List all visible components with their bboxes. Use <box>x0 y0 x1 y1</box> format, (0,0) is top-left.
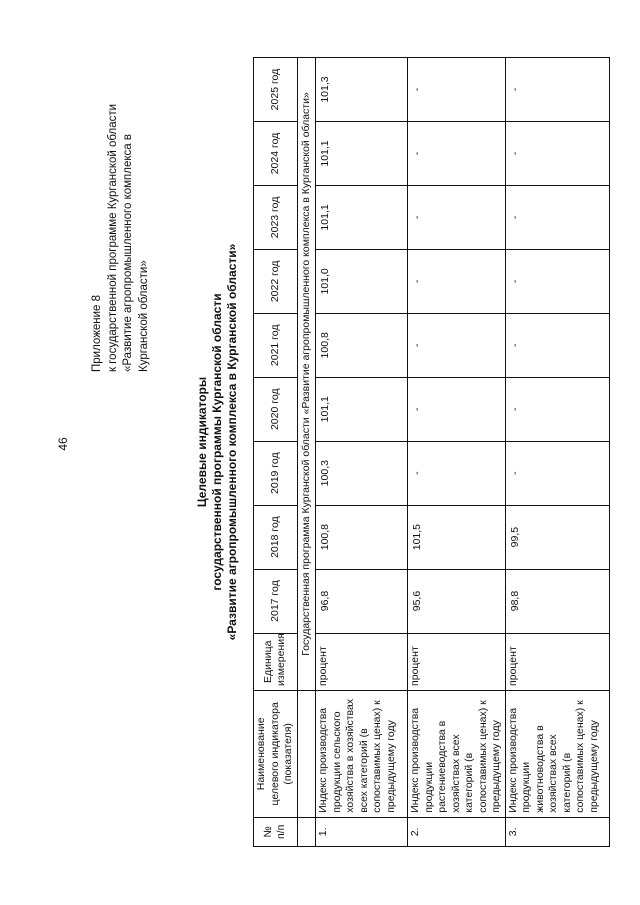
value-cell: 100,3 <box>316 441 408 505</box>
value-cell: - <box>408 377 506 441</box>
row-number: 1. <box>316 817 408 846</box>
value-cell: 101,0 <box>316 249 408 313</box>
header-year: 2018 год <box>254 505 298 569</box>
appendix-line: к государственной программе Курганской области <box>106 103 119 372</box>
appendix-line: Приложение 8 <box>91 294 103 372</box>
value-cell: - <box>408 58 506 122</box>
value-cell: - <box>505 58 609 122</box>
title-line: государственной программы Курганской области <box>210 293 224 591</box>
header-year: 2023 год <box>254 185 298 249</box>
value-cell: - <box>408 313 506 377</box>
header-year: 2025 год <box>254 58 298 122</box>
value-cell: - <box>408 249 506 313</box>
indicators-table <box>253 57 610 847</box>
page-number: 46 <box>56 437 70 451</box>
table-row <box>505 58 609 847</box>
header-no: № п/п <box>254 817 298 846</box>
header-year: 2022 год <box>254 249 298 313</box>
value-cell: 101,1 <box>316 185 408 249</box>
header-year: 2020 год <box>254 377 298 441</box>
table-row <box>316 58 408 847</box>
header-year: 2019 год <box>254 441 298 505</box>
value-cell: 101,5 <box>408 505 506 569</box>
indicators-table-container <box>253 57 608 847</box>
header-year: 2017 год <box>254 569 298 633</box>
unit-cell: процент <box>316 633 408 690</box>
value-cell: - <box>505 249 609 313</box>
value-cell: 101,1 <box>316 377 408 441</box>
value-cell: - <box>505 313 609 377</box>
appendix-line: «Развитие агропромышленного комплекса в <box>122 134 134 372</box>
appendix-line: Курганской области» <box>137 260 150 372</box>
table-header-row <box>254 58 298 847</box>
value-cell: 100,8 <box>316 313 408 377</box>
program-spacer <box>297 690 316 817</box>
value-cell: - <box>505 377 609 441</box>
value-cell: 96,8 <box>316 569 408 633</box>
value-cell: - <box>505 185 609 249</box>
header-year: 2024 год <box>254 122 298 186</box>
unit-cell: процент <box>408 633 506 690</box>
value-cell: 101,3 <box>316 58 408 122</box>
indicator-name: Индекс производства продукции растениеводства в хозяйствах всех категорий (в сопоставимых ценах) к предыдущему году <box>408 690 506 817</box>
title-line: Целевые индикаторы <box>195 376 209 508</box>
program-row <box>297 58 316 847</box>
value-cell: - <box>408 122 506 186</box>
value-cell: 99,5 <box>505 505 609 569</box>
title-line: «Развитие агропромышленного комплекса в Курганской области» <box>225 243 239 641</box>
value-cell: - <box>408 185 506 249</box>
appendix-note <box>90 104 152 372</box>
value-cell: 95,6 <box>408 569 506 633</box>
value-cell: - <box>408 441 506 505</box>
header-unit: Единица измерения <box>254 633 298 690</box>
value-cell: 100,8 <box>316 505 408 569</box>
value-cell: 101,1 <box>316 122 408 186</box>
header-year: 2021 год <box>254 313 298 377</box>
unit-cell: процент <box>505 633 609 690</box>
value-cell: 98,8 <box>505 569 609 633</box>
indicator-name: Индекс производства продукции сельского хозяйства в хозяйствах всех категорий (в сопоставимых ценах) к предыдущему году <box>316 690 408 817</box>
header-name: Наименование целевого индикатора (показателя) <box>254 690 298 817</box>
program-spacer <box>297 817 316 846</box>
value-cell: - <box>505 122 609 186</box>
table-row <box>408 58 506 847</box>
value-cell: - <box>505 441 609 505</box>
row-number: 2. <box>408 817 506 846</box>
program-title: Государственная программа Курганской области «Развитие агропромышленного комплекса в Курганской области» <box>297 58 316 691</box>
row-number: 3. <box>505 817 609 846</box>
indicator-name: Индекс производства продукции животноводства в хозяйствах всех категорий (в сопоставимых ценах) к предыдущему году <box>505 690 609 817</box>
document-title <box>195 222 240 662</box>
